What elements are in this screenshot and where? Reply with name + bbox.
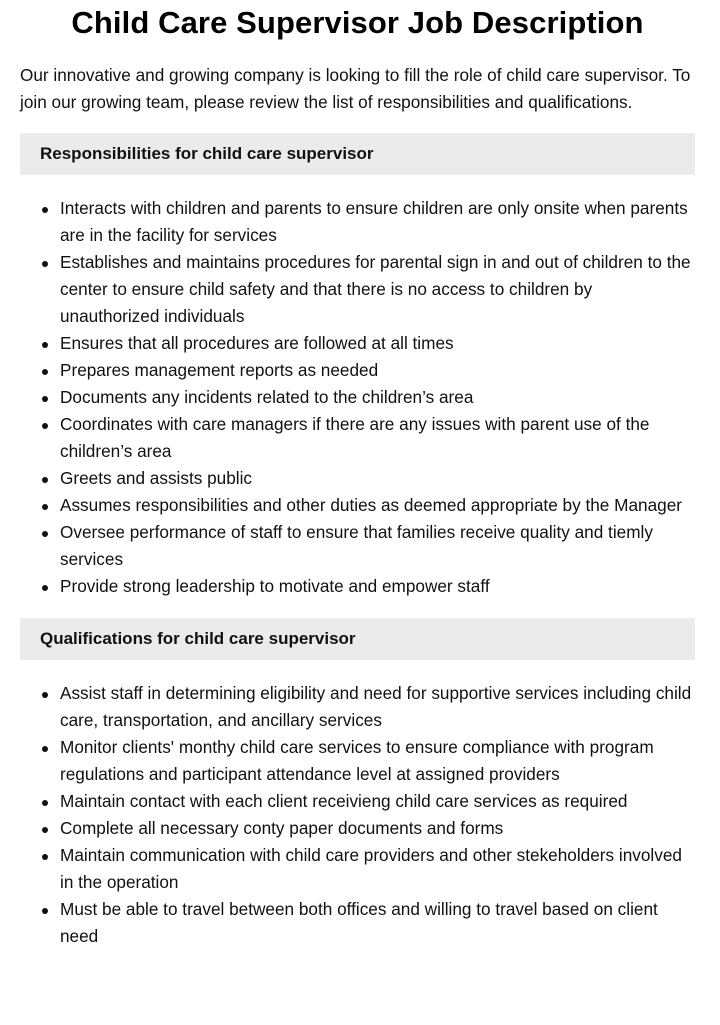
qualifications-list xyxy=(20,680,695,950)
bullet-icon xyxy=(42,800,48,806)
list-item xyxy=(20,519,695,573)
list-item-text: Establishes and maintains procedures for parental sign in and out of children to the center to ensure child safety and that there is no access to children by unauthorized individuals xyxy=(60,252,691,326)
bullet-icon xyxy=(42,342,48,348)
list-item-text: Monitor clients' monthy child care services to ensure compliance with program regulations and participant attendance level at assigned providers xyxy=(60,737,654,784)
list-item xyxy=(20,680,695,734)
list-item-text: Coordinates with care managers if there are any issues with parent use of the children’s area xyxy=(60,414,650,461)
list-item-text: Provide strong leadership to motivate and empower staff xyxy=(60,576,490,596)
bullet-icon xyxy=(42,585,48,591)
bullet-icon xyxy=(42,477,48,483)
list-item xyxy=(20,842,695,896)
list-item-text: Interacts with children and parents to ensure children are only onsite when parents are in the facility for services xyxy=(60,198,688,245)
bullet-icon xyxy=(42,908,48,914)
list-item-text: Must be able to travel between both offices and willing to travel based on client need xyxy=(60,899,658,946)
bullet-icon xyxy=(42,746,48,752)
qualifications-header: Qualifications for child care supervisor xyxy=(20,618,695,660)
list-item-text: Assumes responsibilities and other duties as deemed appropriate by the Manager xyxy=(60,495,682,515)
bullet-icon xyxy=(42,207,48,213)
list-item xyxy=(20,492,695,519)
bullet-icon xyxy=(42,827,48,833)
page-title: Child Care Supervisor Job Description xyxy=(71,5,644,40)
bullet-icon xyxy=(42,396,48,402)
list-item xyxy=(20,249,695,330)
intro-paragraph: Our innovative and growing company is looking to fill the role of child care supervisor. To join our growing team, please review the list of responsibilities and qualifications. xyxy=(20,65,691,112)
list-item-text: Complete all necessary conty paper documents and forms xyxy=(60,818,504,838)
bullet-icon xyxy=(42,854,48,860)
list-item xyxy=(20,411,695,465)
list-item xyxy=(20,357,695,384)
list-item xyxy=(20,573,695,600)
list-item xyxy=(20,195,695,249)
bullet-icon xyxy=(42,261,48,267)
list-item-text: Documents any incidents related to the children’s area xyxy=(60,387,474,407)
list-item xyxy=(20,465,695,492)
bullet-icon xyxy=(42,369,48,375)
list-item-text: Ensures that all procedures are followed at all times xyxy=(60,333,454,353)
bullet-icon xyxy=(42,504,48,510)
list-item-text: Maintain contact with each client receivieng child care services as required xyxy=(60,791,628,811)
responsibilities-header: Responsibilities for child care supervisor xyxy=(20,133,695,175)
list-item-text: Prepares management reports as needed xyxy=(60,360,379,380)
list-item-text: Assist staff in determining eligibility and need for supportive services including child care, transportation, and ancillary services xyxy=(60,683,692,730)
list-item xyxy=(20,330,695,357)
list-item xyxy=(20,734,695,788)
bullet-icon xyxy=(42,423,48,429)
list-item xyxy=(20,788,695,815)
responsibilities-list xyxy=(20,195,695,600)
bullet-icon xyxy=(42,531,48,537)
list-item xyxy=(20,384,695,411)
list-item-text: Maintain communication with child care providers and other stekeholders involved in the operation xyxy=(60,845,682,892)
list-item-text: Greets and assists public xyxy=(60,468,253,488)
list-item xyxy=(20,815,695,842)
list-item xyxy=(20,896,695,950)
list-item-text: Oversee performance of staff to ensure that families receive quality and tiemly services xyxy=(60,522,653,569)
bullet-icon xyxy=(42,692,48,698)
